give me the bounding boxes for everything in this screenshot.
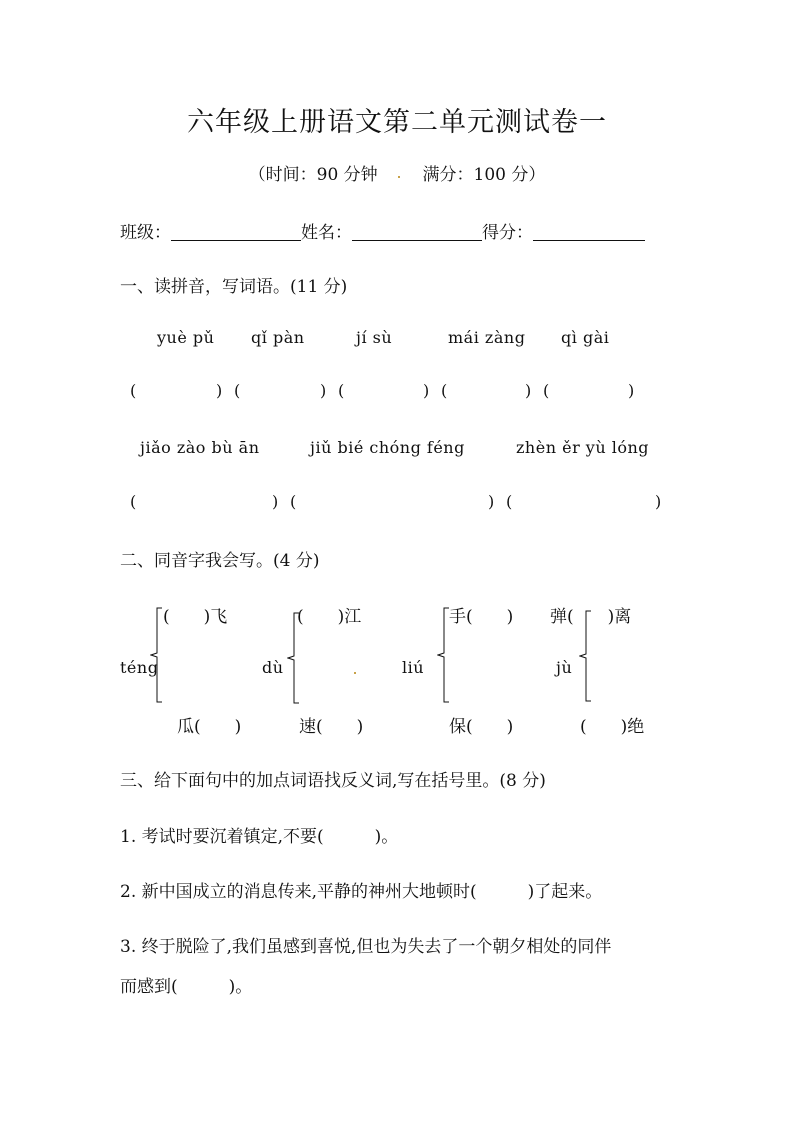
answer-paren-open: ( (543, 381, 550, 400)
pinyin-item: zhèn ěr yù lóng (516, 438, 650, 457)
question-item: 2. 新中国成立的消息传来,平静的神州大地顿时( )了起来。 (120, 882, 603, 902)
pinyin-item: jiǔ bié chóng féng (310, 438, 465, 457)
homophone-bottom: 瓜( ) (177, 717, 242, 737)
page-title: 六年级上册语文第二单元测试卷一 (187, 107, 607, 138)
pinyin-item: jiǎo zào bù ān (140, 438, 260, 457)
homophone-pinyin: dù (262, 658, 284, 677)
answer-paren-open: ( (506, 492, 513, 511)
score-info: 满分：100 分） (422, 165, 546, 185)
answer-paren-open: ( (441, 381, 448, 400)
section-1-heading: 一、读拼音，写词语。(11 分) (120, 277, 348, 297)
question-item: 1. 考试时要沉着镇定,不要( )。 (120, 827, 399, 847)
brace-icon (437, 607, 451, 703)
exam-subtitle (0, 160, 794, 185)
homophone-top: 手( ) (449, 607, 514, 627)
time-info: （时间：90 分钟 (248, 165, 378, 185)
answer-paren-open: ( (234, 381, 241, 400)
homophone-bottom: 速( ) (299, 717, 364, 737)
homophone-bottom: 保( ) (449, 717, 514, 737)
homophone-bottom: ( )绝 (580, 717, 645, 737)
student-info-row (120, 218, 645, 243)
pinyin-item: qì gài (561, 328, 610, 347)
homophone-top: ( )飞 (163, 607, 228, 627)
homophone-top: ( )江 (297, 607, 362, 627)
stray-dot (354, 672, 356, 674)
answer-paren-open: ( (338, 381, 345, 400)
question-item: 3. 终于脱险了,我们虽感到喜悦,但也为失去了一个朝夕相处的同伴 (120, 937, 612, 957)
question-item-continued: 而感到( )。 (120, 977, 253, 997)
pinyin-item: yuè pǔ (157, 328, 215, 347)
pinyin-item: jí sù (356, 328, 393, 347)
section-2-heading: 二、同音字我会写。(4 分) (120, 551, 320, 571)
answer-paren-close: ) (423, 381, 430, 400)
answer-paren-open: ( (130, 381, 137, 400)
section-3-heading: 三、给下面句中的加点词语找反义词,写在括号里。(8 分) (120, 771, 546, 791)
brace-icon (150, 607, 164, 703)
class-field[interactable] (171, 222, 301, 241)
answer-paren-close: ) (272, 492, 279, 511)
answer-paren-open: ( (130, 492, 137, 511)
pinyin-item: mái zàng (448, 328, 526, 347)
brace-icon (287, 612, 301, 704)
score-field[interactable] (533, 222, 645, 241)
answer-paren-close: ) (320, 381, 327, 400)
class-label: 班级： (120, 223, 171, 243)
answer-paren-close: ) (655, 492, 662, 511)
answer-paren-close: ) (628, 381, 635, 400)
answer-paren-open: ( (290, 492, 297, 511)
homophone-pinyin: téng (120, 658, 159, 677)
stray-dot (398, 176, 400, 178)
score-label: 得分： (482, 223, 533, 243)
name-field[interactable] (352, 222, 482, 241)
brace-icon (579, 610, 593, 702)
homophone-pinyin: jù (556, 658, 573, 677)
pinyin-item: qǐ pàn (251, 328, 305, 347)
answer-paren-close: ) (525, 381, 532, 400)
homophone-pinyin: liú (402, 658, 425, 677)
answer-paren-close: ) (216, 381, 223, 400)
name-label: 姓名： (301, 223, 352, 243)
homophone-top: 弹( )离 (550, 607, 632, 627)
answer-paren-close: ) (488, 492, 495, 511)
